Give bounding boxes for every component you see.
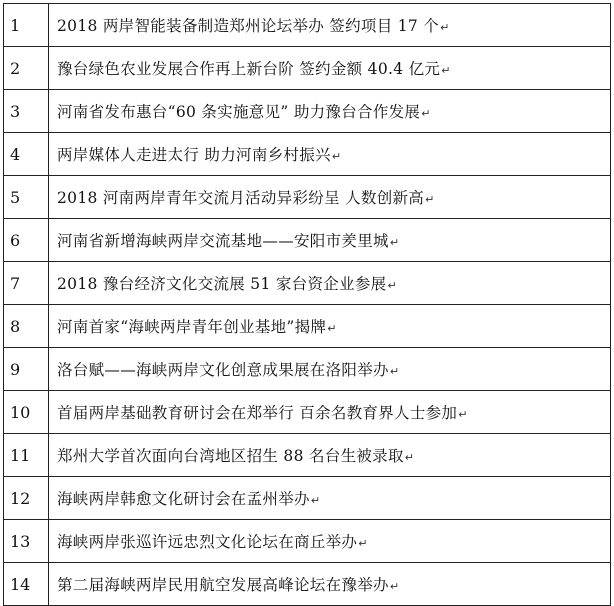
news-list-body — [4, 4, 611, 606]
table-row — [4, 305, 611, 348]
row-title-cell — [49, 434, 611, 477]
table-row — [4, 47, 611, 90]
row-title: 两岸媒体人走进太行 助力河南乡村振兴 — [57, 146, 331, 164]
row-number: 3 — [4, 90, 49, 133]
row-title: 河南首家“海峡两岸青年创业基地”揭牌 — [57, 318, 327, 336]
row-title-cell — [49, 47, 611, 90]
table-row — [4, 219, 611, 262]
row-title: 海峡两岸张巡许远忠烈文化论坛在商丘举办 — [57, 533, 358, 551]
row-number: 14 — [4, 563, 49, 606]
row-title-cell — [49, 4, 611, 47]
news-list-table — [3, 3, 611, 606]
row-title: 洛台赋——海峡两岸文化创意成果展在洛阳举办 — [57, 361, 389, 379]
paragraph-mark-icon: ↵ — [389, 580, 400, 593]
table-row — [4, 348, 611, 391]
row-title: 海峡两岸韩愈文化研讨会在孟州举办 — [57, 490, 310, 508]
paragraph-mark-icon: ↵ — [458, 408, 468, 421]
row-number: 7 — [4, 262, 49, 305]
row-number: 13 — [4, 520, 49, 563]
paragraph-mark-icon: ↵ — [331, 150, 342, 163]
row-title: 2018 两岸智能装备制造郑州论坛举办 签约项目 17 个 — [57, 17, 440, 35]
row-number: 2 — [4, 47, 49, 90]
paragraph-mark-icon: ↵ — [358, 537, 368, 550]
table-row — [4, 4, 611, 47]
row-title: 河南省新增海峡两岸交流基地——安阳市羑里城 — [57, 232, 389, 250]
table-row — [4, 434, 611, 477]
row-number: 1 — [4, 4, 49, 47]
row-number: 9 — [4, 348, 49, 391]
row-title-cell — [49, 305, 611, 348]
paragraph-mark-icon: ↵ — [404, 451, 415, 464]
table-row — [4, 133, 611, 176]
table-row — [4, 477, 611, 520]
row-title-cell — [49, 348, 611, 391]
row-title-cell — [49, 262, 611, 305]
row-number: 10 — [4, 391, 49, 434]
table-row — [4, 563, 611, 606]
row-title-cell — [49, 563, 611, 606]
row-title-cell — [49, 176, 611, 219]
paragraph-mark-icon: ↵ — [327, 322, 337, 335]
row-title-cell — [49, 133, 611, 176]
paragraph-mark-icon: ↵ — [310, 494, 321, 507]
row-number: 11 — [4, 434, 49, 477]
row-title: 第二届海峡两岸民用航空发展高峰论坛在豫举办 — [57, 576, 389, 594]
table-row — [4, 176, 611, 219]
row-number: 5 — [4, 176, 49, 219]
table-row — [4, 262, 611, 305]
row-title: 2018 豫台经济文化交流展 51 家台资企业参展 — [57, 275, 387, 293]
paragraph-mark-icon: ↵ — [421, 107, 431, 120]
row-title: 郑州大学首次面向台湾地区招生 88 名台生被录取 — [57, 447, 404, 465]
row-number: 8 — [4, 305, 49, 348]
paragraph-mark-icon: ↵ — [441, 64, 451, 77]
paragraph-mark-icon: ↵ — [389, 365, 400, 378]
table-row — [4, 90, 611, 133]
row-number: 6 — [4, 219, 49, 262]
row-title: 首届两岸基础教育研讨会在郑举行 百余名教育界人士参加 — [57, 404, 458, 422]
row-title-cell — [49, 90, 611, 133]
table-row — [4, 520, 611, 563]
row-number: 4 — [4, 133, 49, 176]
row-title: 豫台绿色农业发展合作再上新台阶 签约金额 40.4 亿元 — [57, 60, 441, 78]
row-number: 12 — [4, 477, 49, 520]
row-title: 2018 河南两岸青年交流月活动异彩纷呈 人数创新高 — [57, 189, 425, 207]
paragraph-mark-icon: ↵ — [425, 193, 435, 206]
row-title-cell — [49, 477, 611, 520]
paragraph-mark-icon: ↵ — [389, 236, 400, 249]
row-title-cell — [49, 391, 611, 434]
table-row — [4, 391, 611, 434]
paragraph-mark-icon: ↵ — [440, 21, 450, 34]
row-title: 河南省发布惠台“60 条实施意见” 助力豫台合作发展 — [57, 103, 421, 121]
row-title-cell — [49, 520, 611, 563]
row-title-cell — [49, 219, 611, 262]
paragraph-mark-icon: ↵ — [387, 279, 397, 292]
